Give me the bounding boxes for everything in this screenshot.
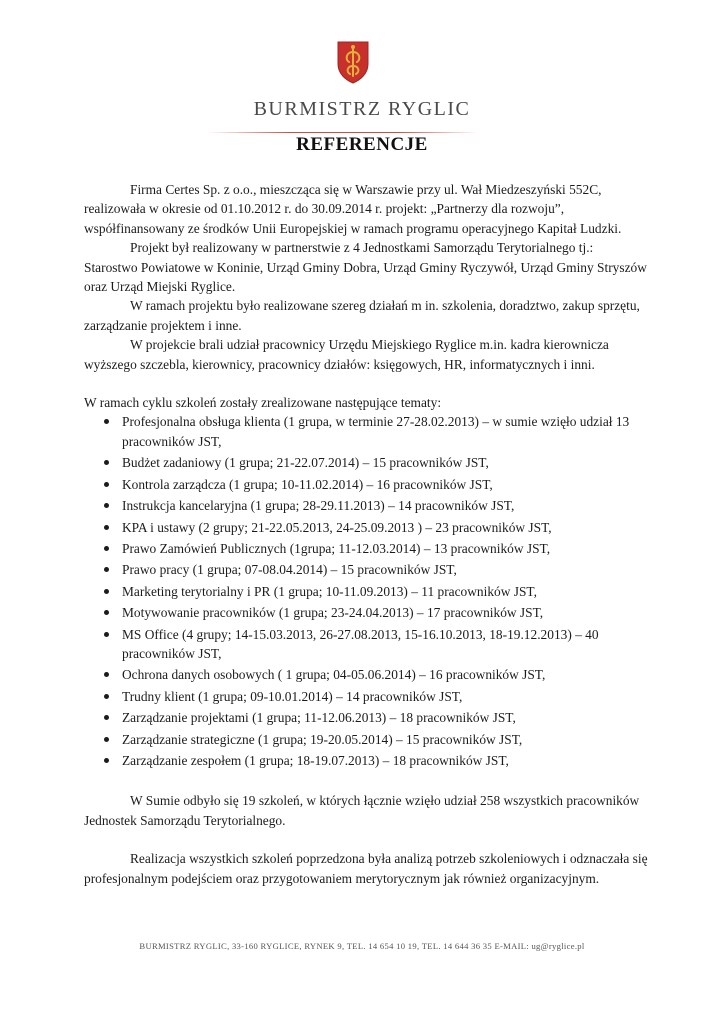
list-item (84, 518, 650, 537)
list-item (84, 708, 650, 727)
list-item-text: Budżet zadaniowy (1 grupa; 21-22.07.2014) – 15 pracowników JST, (122, 455, 489, 471)
list-item (84, 539, 650, 558)
bullet-icon (104, 589, 109, 594)
list-item-text: Profesjonalna obsługa klienta (1 grupa, w terminie 27-28.02.2013) – w sumie wzięło udział 13 pracowników JST, (122, 414, 630, 449)
bullet-icon (104, 715, 109, 720)
list-item (84, 453, 650, 472)
summary-paragraph: W Sumie odbyło się 19 szkoleń, w których łącznie wzięło udział 258 wszystkich pracowników Jednostek Samorządu Terytorialnego. (84, 793, 640, 828)
list-item-text: Zarządzanie projektami (1 grupa; 11-12.06.2013) – 18 pracowników JST, (122, 710, 516, 726)
list-item-text: Zarządzanie strategiczne (1 grupa; 19-20.05.2014) – 15 pracowników JST, (122, 731, 523, 747)
bullet-icon (104, 694, 109, 699)
list-item (84, 475, 650, 494)
list-item (84, 582, 650, 601)
bullet-icon (104, 460, 109, 465)
bullet-icon (104, 610, 109, 615)
paragraph-project: Firma Certes Sp. z o.o., mieszcząca się w Warszawie przy ul. Wał Miedzeszyński 552C, realizowała w okresie od 01.10.2012 r. do 30.09.2014 r. projekt: „Partnerzy dla rozwoju”, współfinansowany ze środków Unii Europejskiej w ramach programu operacyjnego Kapitał Ludzki. (84, 182, 622, 236)
letter-body (84, 180, 650, 888)
list-item-text: Trudny klient (1 grupa; 09-10.01.2014) – 14 pracowników JST, (122, 688, 463, 704)
bullet-icon (104, 672, 109, 677)
list-item (84, 560, 650, 579)
bullet-icon (104, 567, 109, 572)
list-item-text: KPA i ustawy (2 grupy; 21-22.05.2013, 24-25.09.2013 ) – 23 pracowników JST, (122, 519, 552, 535)
paragraph-activities: W ramach projektu było realizowane szereg działań m in. szkolenia, doradztwo, zakup sprzętu, zarządzanie projektem i inne. (84, 298, 640, 333)
authority-name: BURMISTRZ RYGLIC (253, 98, 471, 120)
footer-contact: BURMISTRZ RYGLIC, 33-160 RYGLICE, RYNEK 9, TEL. 14 654 10 19, TEL. 14 644 36 35 E-MAIL: ug@ryglice.pl (139, 941, 585, 951)
list-item (84, 730, 650, 749)
list-intro: W ramach cyklu szkoleń zostały zrealizowane następujące tematy: (84, 395, 442, 411)
bullet-icon (104, 503, 109, 508)
list-item-text: Prawo Zamówień Publicznych (1grupa; 11-12.03.2014) – 13 pracowników JST, (122, 540, 551, 556)
paragraph-partnership: Projekt był realizowany w partnerstwie z 4 Jednostkami Samorządu Terytorialnego tj.: Starostwo Powiatowe w Koninie, Urząd Gminy Dobra, Urząd Gminy Ryczywół, Urząd Gminy Stryszów oraz Urząd Miejski Ryglice. (84, 240, 647, 295)
list-item-text: Instrukcja kancelaryjna (1 grupa; 28-29.11.2013) – 14 pracowników JST, (122, 498, 515, 514)
bullet-icon (104, 632, 109, 637)
list-item (84, 496, 650, 515)
list-item (84, 625, 650, 664)
header-divider (208, 132, 478, 133)
list-item-text: Prawo pracy (1 grupa; 07-08.04.2014) – 15 pracowników JST, (122, 562, 457, 578)
bullet-icon (104, 525, 109, 530)
bullet-icon (104, 737, 109, 742)
list-item (84, 603, 650, 622)
list-item (84, 665, 650, 684)
list-item-text: Marketing terytorialny i PR (1 grupa; 10-11.09.2013) – 11 pracowników JST, (122, 583, 537, 599)
list-item-text: Motywowanie pracowników (1 grupa; 23-24.04.2013) – 17 pracowników JST, (122, 605, 544, 621)
list-item-text: Zarządzanie zespołem (1 grupa; 18-19.07.2013) – 18 pracowników JST, (122, 752, 509, 768)
list-item-text: Ochrona danych osobowych ( 1 grupa; 04-05.06.2014) – 16 pracowników JST, (122, 667, 546, 683)
bullet-icon (104, 546, 109, 551)
list-item (84, 412, 650, 451)
list-item (84, 687, 650, 706)
training-list (84, 412, 650, 770)
bullet-icon (104, 758, 109, 763)
bullet-icon (104, 482, 109, 487)
document-title: REFERENCJE (296, 134, 428, 155)
list-item-text: MS Office (4 grupy; 14-15.03.2013, 26-27.08.2013, 15-16.10.2013, 18-19.12.2013) – 40 pracowników JST, (122, 626, 599, 661)
coat-of-arms-icon (336, 40, 370, 84)
bullet-icon (104, 419, 109, 424)
closing-paragraph: Realizacja wszystkich szkoleń poprzedzona była analizą potrzeb szkoleniowych i odznaczała się profesjonalnym podejściem oraz przygotowaniem merytorycznym jak również organizacyjnym. (84, 851, 648, 886)
list-item (84, 751, 650, 770)
list-item-text: Kontrola zarządcza (1 grupa; 10-11.02.2014) – 16 pracowników JST, (122, 476, 493, 492)
paragraph-participants: W projekcie brali udział pracownicy Urzędu Miejskiego Ryglice m.in. kadra kierownicza wyższego szczebla, kierownicy, pracownicy działów: księgowych, HR, informatycznych i inni. (84, 337, 609, 372)
